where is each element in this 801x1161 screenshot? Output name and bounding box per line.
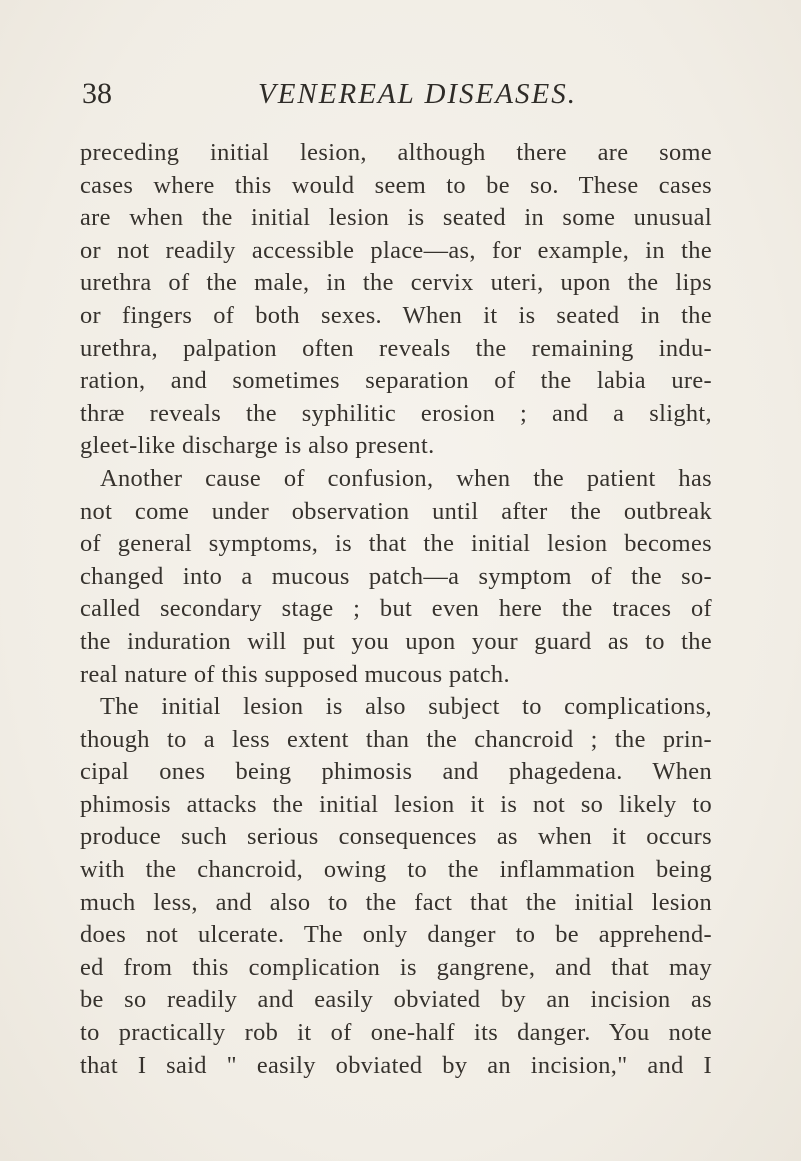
paragraph-start-line: Another cause of confusion, when the patient has	[100, 464, 712, 492]
text-line: phimosis attacks the initial lesion it is not so likely to	[80, 790, 712, 818]
text-line: to practically rob it of one-half its danger. You note	[80, 1019, 712, 1047]
paragraph-start-line: The initial lesion is also subject to complications,	[100, 693, 712, 721]
text-line: gleet-like discharge is also present.	[80, 432, 435, 460]
text-line: changed into a mucous patch—a symptom of the so-	[80, 562, 712, 590]
text-line: produce such serious consequences as when it occurs	[80, 823, 712, 851]
text-line: ration, and sometimes separation of the labia ure-	[80, 367, 712, 395]
page-header	[82, 74, 712, 114]
text-line: the induration will put you upon your guard as to the	[80, 627, 712, 655]
text-line: real nature of this supposed mucous patch.	[80, 660, 510, 688]
text-line: urethra of the male, in the cervix uteri, upon the lips	[80, 269, 712, 297]
text-line: that I said " easily obviated by an incision," and I	[80, 1051, 712, 1079]
running-title: VENEREAL DISEASES.	[258, 78, 577, 110]
text-line: of general symptoms, is that the initial lesion becomes	[80, 530, 712, 558]
text-line: urethra, palpation often reveals the remaining indu-	[80, 334, 712, 362]
text-line: thræ reveals the syphilitic erosion ; and a slight,	[80, 399, 712, 427]
text-line: though to a less extent than the chancroid ; the prin-	[80, 725, 712, 753]
text-line: not come under observation until after the outbreak	[80, 497, 712, 525]
text-line: does not ulcerate. The only danger to be apprehend-	[80, 921, 712, 949]
text-line: or fingers of both sexes. When it is seated in the	[80, 301, 712, 329]
text-line: are when the initial lesion is seated in some unusual	[80, 204, 712, 232]
text-line: cipal ones being phimosis and phagedena. When	[80, 758, 712, 786]
text-line: be so readily and easily obviated by an incision as	[80, 986, 712, 1014]
text-line: called secondary stage ; but even here the traces of	[80, 595, 712, 623]
text-line: or not readily accessible place—as, for example, in the	[80, 236, 712, 264]
text-line: ed from this complication is gangrene, and that may	[80, 953, 712, 981]
text-line: much less, and also to the fact that the initial lesion	[80, 888, 712, 916]
text-line: with the chancroid, owing to the inflammation being	[80, 856, 712, 884]
text-line: cases where this would seem to be so. These cases	[80, 171, 712, 199]
body-text	[80, 137, 712, 1082]
page-number: 38	[82, 77, 112, 110]
text-line: preceding initial lesion, although there are some	[80, 139, 712, 166]
